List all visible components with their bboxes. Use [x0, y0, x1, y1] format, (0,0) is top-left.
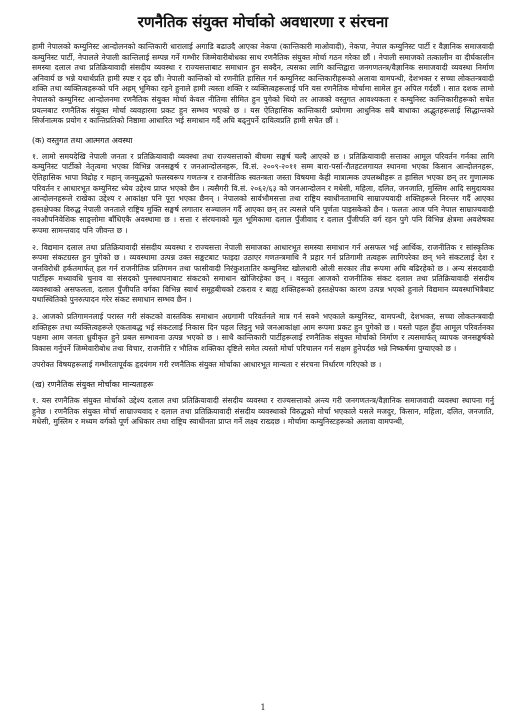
section-b-heading: (ख) रणनैतिक संयुक्त मोर्चाका मान्यताहरू	[32, 380, 154, 390]
intro-paragraph: हामी नेपालको कम्युनिस्ट आन्दोलनको कान्तिकारी धारालाई अगाडि बढाउदै आएका नेकपा (कान्तिकारी माओवादी), नेकपा, नेपाल कम्युनिस्ट पार्टी र वैज्ञानिक समाजवादी कम्युनिस्ट पार्टी, नेपालले नेपाली कान्तिलाई सम्पन्न गर्ने गम्भीर जिम्मेवारीबोधका साथ रणनैतिक संयुक्त मोर्चा गठन गरेका छौं । नेपाली समाजको तत्कालीन वा दीर्घकालीन समस्या दलाल तथा प्रतिक्रियावादी संसदीय व्यवस्था र राज्यसत्ताबाट समाधान हुन सक्दैन, त्यसका लागि कान्तिद्वारा जनगणतन्त्र/वैज्ञानिक समाजवादी व्यवस्था निर्माण अनिवार्य छ भन्ने यथार्थप्रति हामी स्पष्ट र दृढ छौं। नेपाली कान्तिको यो रणनीति हासिल गर्न कम्युनिस्ट कान्तिकारीहरूको अलावा वामपन्थी, देशभक्त र सच्चा लोकतन्त्रवादी शक्ति तथा व्यक्तित्वहरूको पनि अहम् भूमिका रहने हुनाले हामी त्यस्ता शक्ति र व्यक्तित्वहरूलाई पनि यस रणनैतिक मोर्चामा सामेल हुन अपिल गर्दछौं । सात दशक लामो नेपालको कम्युनिस्ट आन्दोलनमा रणनैतिक संयुक्त मोर्चा केवल नीतिमा सीमित हुन पुगेको थियो तर आजको वस्तुगत आवश्यकता र कम्युनिस्ट कान्तिकारीहरूको सचेत प्रयत्नबाट रणनैतिक संयुक्त मोर्चा व्यवहारमा प्रकट हुन सम्भव भएको छ । यस ऐतिहासिक कान्तिकारी प्रयोगमा आधुनिक सबै बाधाका अद्भुतहरूलाई सिद्धान्तको सिर्जनात्मक प्रयोग र कान्तिप्रतिको निष्ठामा आधारित भई समाधान गर्दै अघि बढ्नुपर्ने दायित्वप्रति हामी सचेत छौं ।	[32, 42, 494, 126]
section-a-item-2: २. विद्यमान दलाल तथा प्रतिक्रियावादी संसदीय व्यवस्था र राज्यसत्ता नेपाली समाजका आधारभूत समस्या समाधान गर्न असफल भई आर्थिक, राजनीतिक र सांस्कृतिक रूपमा संकटग्रस्त हुन पुगेको छ । व्यवस्थामा उत्पन्न उक्त सङ्कटबाट फाइदा उठाएर गणतन्त्रमाथि नै प्रहार गर्न प्रतिगामी तत्वहरू लागिपरेका छन् भने संकटलाई देश र जनविरोधी हर्कतमार्फत् हल गर्न राजनीतिक प्रतिगमन तथा फासीवादी निरंकुशतातिर कम्युनिस्ट खोलधारी ओली सरकार तीव्र रूपमा अघि बढिरहेको छ । अन्य संसदवादी पार्टीहरू मध्यावधि चुनाव वा संसदको पुनस्थापनाबाट संकटको समाधान खोजिरहेका छन् । वस्तुतः आजको राजनीतिक संकट दलाल तथा प्रतिक्रियावादी संसदीय व्यवस्थाको असफलता, दलाल पुँजीपति वर्गका विभिन्न स्वार्थ समूहबीचको टकराव र बाह्य शक्तिहरूको हस्तक्षेपका कारण उत्पन्न भएको हुनाले विद्यमान व्यवस्थाभित्रैबाट यथास्थितिको पुनरुत्पादन गरेर संकट समाधान सम्भव छैन ।	[32, 242, 494, 305]
section-b-item-1: १. यस रणनैतिक संयुक्त मोर्चाको उद्देश्य दलाल तथा प्रतिक्रियावादी संसदीय व्यवस्था र राज्यसत्ताको अन्त्य गरी जनगणतन्त्र/वैज्ञानिक समाजवादी व्यवस्था स्थापना गर्नु हुनेछ । रणनैतिक संयुक्त मोर्चा साम्राज्यवाद र दलाल तथा प्रतिक्रियावादी संसदीय व्यवस्थाको विरुद्धको मोर्चा भएकाले यसले मजदुर, किसान, महिला, दलित, जनजाति, मधेसी, मुस्लिम र मध्यम वर्गको पूर्ण अधिकार तथा राष्ट्रिय स्वाधीनता प्राप्त गर्ने लक्ष्य राख्दछ । मोर्चामा कम्युनिस्टहरूको अलावा वामपन्थी,	[32, 396, 494, 427]
page-number: 1	[260, 703, 266, 712]
document-title: रणनैतिक संयुक्त मोर्चाको अवधारणा र संरचना	[137, 13, 389, 31]
section-a-item-3: ३. आजको प्रतिगामनलाई परास्त गरी संकटको वास्तविक समाधान अग्रगामी परिवर्तनले मात्र गर्न सक्ने भएकाले कम्युनिस्ट, वामपन्थी, देशभक्त, सच्चा लोकतन्त्रवादी शक्तिहरू तथा व्यक्तित्वहरूले एकताबद्ध भई संकटलाई निकास दिन पहल लिइनु भन्ने जनआकांक्षा आम रूपमा प्रकट हुन पुगेको छ । यस्तो पहल हुँदा आमूल परिवर्तनका पक्षमा आम जनता ध्रुवीकृत हुने प्रबल सम्भावना उत्पन्न भएको छ । साथै कान्तिकारी पार्टीहरूलाई रणनैतिक संयुक्त मोर्चाको निर्माण र त्यसमार्फत् व्यापक जनसङ्घर्षको विकास गर्नुपर्ने जिम्मेवारीबोध तथा विचार, राजनीति र भौतिक शक्तिका दृष्टिले समेत त्यस्तो मोर्चा परिचालन गर्न सक्षम हुनेपर्दछ भन्ने निष्कर्षमा पुग्याएको छ ।	[32, 312, 494, 353]
conclusion-paragraph: उपरोक्त विषयहरूलाई गम्भीरतापूर्वक हृदयंगम गरी रणनैतिक संयुक्त मोर्चाका आधारभूत मान्यता र संरचना निर्धारण गरिएको छ ।	[32, 360, 382, 370]
section-a-item-1: १. लामो समयदेखि नेपाली जनता र प्रतिक्रियावादी व्यवस्था तथा राज्यसत्ताको बीचमा सङ्घर्ष चल्दै आएको छ । प्रतिक्रियावादी सत्ताका आमूल परिवर्तन गर्नका लागि कम्युनिस्ट पार्टीको नेतृत्वमा भएका विभिन्न जनसङ्घर्ष र जनआन्दोलनहरू, वि.सं. २००९-२०११ सम्म बारा-पर्सा-रौतहटलगायत स्थानमा भएका किसान आन्दोलनहरू, ऐतिहासिक भापा विद्रोह र महान् जनयुद्धको फलस्वरूप गणतन्त्र र राजनीतिक स्वतन्त्रता जस्ता विषयमा केही मात्रात्मक उपलब्धीहरू त हासिल भएका छन् तर गुणात्मक परिवर्तन र आधारभूत कम्युनिस्ट ध्येय उद्देश्य प्राप्त भएको छैन । त्यसैगरी वि.सं. २०६२/६३ को जनआन्दोलन र मधेसी, महिला, दलित, जनजाति, मुस्लिम आदि समुदायका आन्दोलनहरूले राखेका उद्देश्य र आकांक्षा पनि पूरा भएका छैनन् । नेपालको सार्वभौमसत्ता तथा राष्ट्रिय स्वाधीनतामाथि साम्राज्यवादी शक्तिहरूले निरन्तर गर्दै आएका हस्तक्षेपका विरुद्ध नेपाली जनताले राष्ट्रिय मुक्ति सङ्घर्ष लगातार सञ्चालन गर्दै आएका छन् तर त्यसले पनि पूर्णता पाइसकेको छैन । फलतः आज पनि नेपाल साम्राज्यवादी नवऔपनिवेशिक साङ्लोमा बाँधिएकै अवस्थामा छ । सत्ता र संरचनाको मूल भूमिकामा दलाल पुँजीवाद र दलाल पुँजीपति वर्ग रहन पुगे पनि विभिन्न क्षेत्रमा अवशेषका रूपमा सामन्तवाद पनि जीवन्त छ ।	[32, 151, 494, 235]
section-a-heading: (क) वस्तुगत तथा आत्मगत अवस्था	[32, 135, 133, 145]
